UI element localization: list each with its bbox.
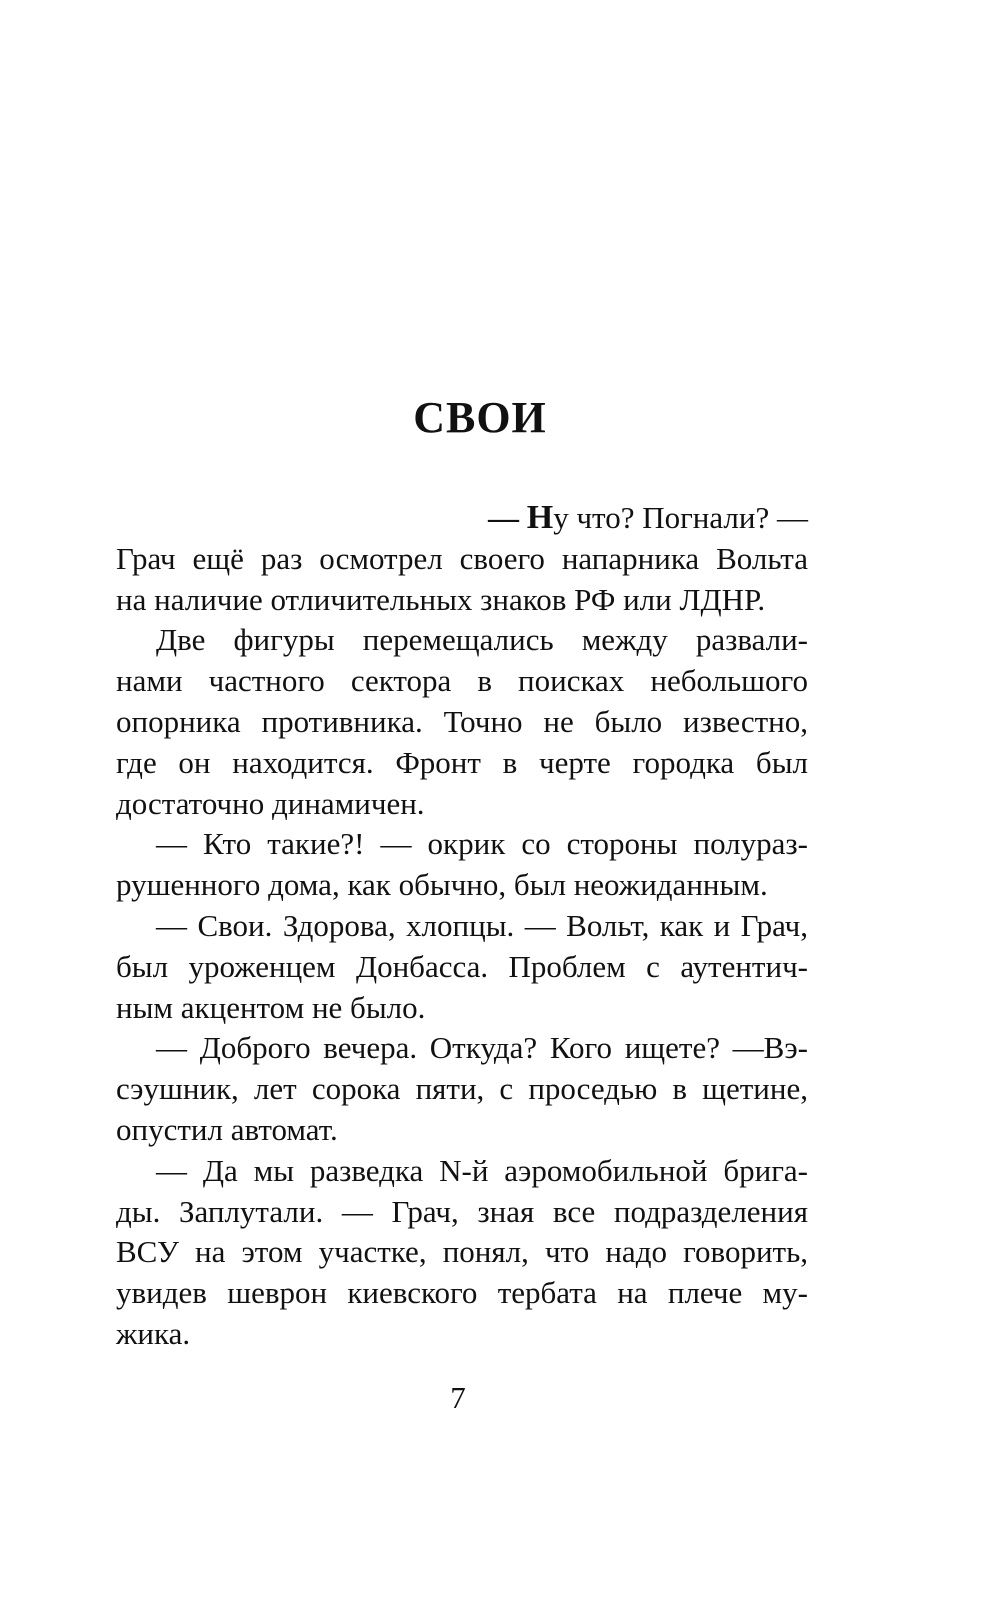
text-line — [116, 865, 808, 906]
text-line — [116, 947, 808, 988]
line-text: — Доброго вечера. Откуда? Кого ищете? —Вэ- — [156, 1030, 808, 1066]
line-text: на наличие отличительных знаков РФ или ЛДНР. — [116, 581, 766, 617]
text-line — [116, 1273, 808, 1314]
text-line — [116, 539, 808, 580]
initial-letter: Н — [526, 499, 554, 536]
line-text: ным акцентом не было. — [116, 989, 426, 1025]
line-text: увидев шеврон киевского тербата на плече му- — [116, 1275, 808, 1311]
line-text: у что? Погнали? — — [553, 500, 808, 535]
line-text: опорника противника. Точно не было известно, — [116, 703, 808, 739]
line-text: — Свои. Здорова, хлопцы. — Вольт, как и Грач, — [156, 907, 808, 943]
text-line — [116, 620, 808, 661]
line-text: ВСУ на этом участке, понял, что надо говорить, — [116, 1234, 808, 1270]
text-line — [116, 906, 808, 947]
line-text: нами частного сектора в поисках небольшого — [116, 663, 808, 699]
text-line — [116, 1192, 808, 1233]
text-line — [116, 580, 808, 621]
line-text: достаточно динамичен. — [116, 785, 425, 821]
text-line — [116, 702, 808, 743]
text-line — [116, 824, 808, 865]
text-line — [116, 661, 808, 702]
text-line — [116, 1314, 808, 1355]
body-text — [116, 498, 808, 1355]
line-text: жика. — [116, 1315, 191, 1351]
text-line — [116, 1151, 808, 1192]
dialogue-dash: — — [488, 500, 527, 535]
line-text: сэушник, лет сорока пяти, с проседью в щетине, — [116, 1071, 808, 1107]
text-line — [116, 743, 808, 784]
text-line — [116, 498, 808, 539]
text-line — [116, 1069, 808, 1110]
line-text: — Да мы разведка N-й аэромобильной брига- — [156, 1152, 808, 1188]
text-line — [116, 1110, 808, 1151]
line-text: рушенного дома, как обычно, был неожиданным. — [116, 867, 768, 903]
text-line — [116, 1028, 808, 1069]
line-text: был уроженцем Донбасса. Проблем с аутентич- — [116, 948, 808, 984]
line-text: Две фигуры перемещались между развали- — [156, 622, 808, 658]
text-line — [116, 1232, 808, 1273]
chapter-title: СВОИ — [413, 393, 547, 442]
line-text: где он находится. Фронт в черте городка был — [116, 744, 808, 780]
line-text: — Кто такие?! — окрик со стороны полураз- — [156, 826, 808, 862]
text-line — [116, 988, 808, 1029]
text-line — [116, 784, 808, 825]
line-text: опустил автомат. — [116, 1111, 338, 1147]
line-text: Грач ещё раз осмотрел своего напарника Вольта — [116, 540, 808, 576]
page-number: 7 — [450, 1380, 466, 1415]
line-text: ды. Заплутали. — Грач, зная все подразделения — [116, 1193, 808, 1229]
